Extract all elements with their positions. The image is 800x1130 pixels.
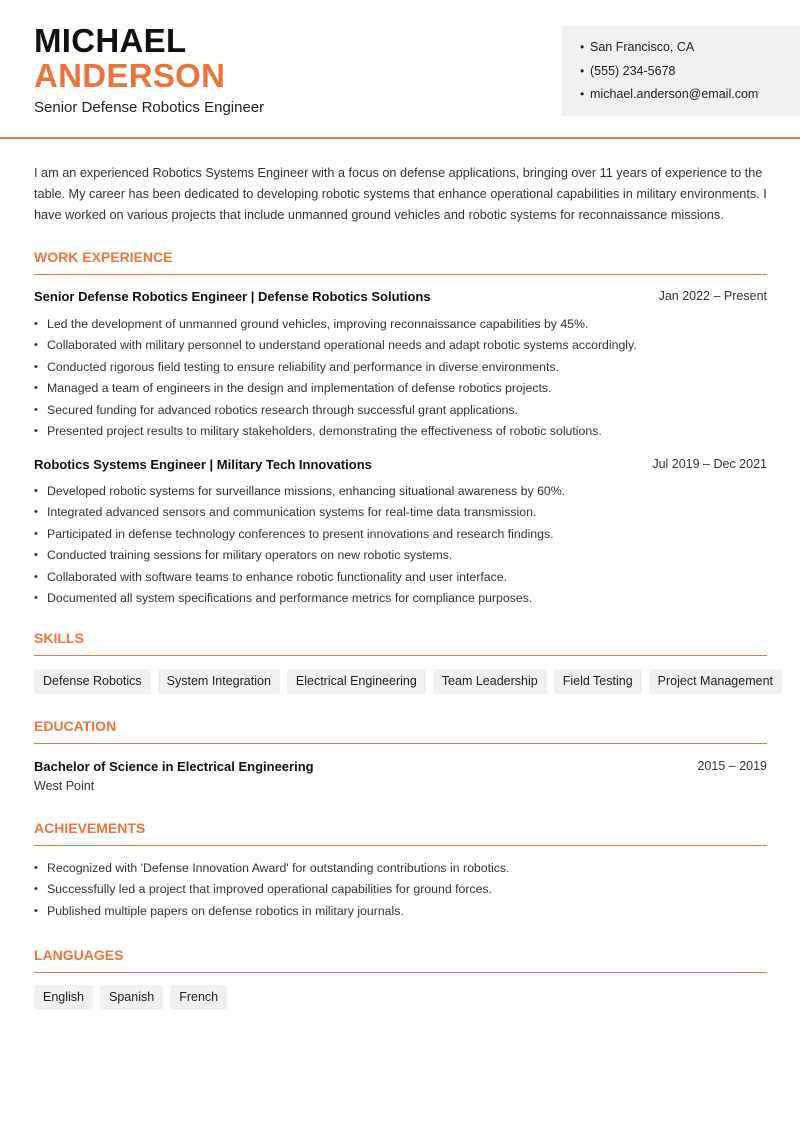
school: West Point bbox=[34, 779, 95, 793]
language-chip: Spanish bbox=[100, 985, 163, 1010]
job-title: Senior Defense Robotics Engineer | Defense Robotics Solutions bbox=[34, 289, 431, 304]
job-title-headline: Senior Defense Robotics Engineer bbox=[34, 99, 265, 116]
list-item: • Published multiple papers on defense robotics in military journals. bbox=[34, 902, 767, 923]
section-education: EDUCATION bbox=[34, 718, 767, 744]
skills-list bbox=[34, 669, 782, 694]
section-achievements: ACHIEVEMENTS bbox=[34, 820, 767, 846]
job-entry-header bbox=[34, 457, 767, 472]
language-chip: English bbox=[34, 985, 93, 1010]
list-item: • Secured funding for advanced robotics research through successful grant applications. bbox=[34, 401, 767, 422]
degree: Bachelor of Science in Electrical Engineering bbox=[34, 759, 314, 774]
list-item: • Conducted rigorous field testing to ensure reliability and performance in diverse environments. bbox=[34, 358, 767, 379]
section-skills: SKILLS bbox=[34, 630, 767, 656]
section-languages: LANGUAGES bbox=[34, 947, 767, 973]
education-entry-header bbox=[34, 759, 767, 774]
skill-chip: Field Testing bbox=[554, 669, 642, 694]
contact-location: • San Francisco, CA bbox=[580, 38, 800, 62]
education-dates: 2015 – 2019 bbox=[697, 759, 767, 773]
list-item: • Managed a team of engineers in the design and implementation of defense robotics projects. bbox=[34, 379, 767, 400]
contact-box bbox=[562, 26, 800, 116]
skill-chip: Team Leadership bbox=[433, 669, 547, 694]
job-entry-header bbox=[34, 289, 767, 304]
summary: I am an experienced Robotics Systems Engineer with a focus on defense applications, bringing over 11 years of experience to the table. My career has been dedicated to developing robotic systems that enhance operational capabilities in military environments. I have worked on various projects that include unmanned ground vehicles and robotic systems for reconnaissance missions. bbox=[34, 166, 767, 222]
job-title: Robotics Systems Engineer | Military Tech Innovations bbox=[34, 457, 372, 472]
list-item: • Recognized with 'Defense Innovation Award' for outstanding contributions in robotics. bbox=[34, 859, 767, 880]
contact-phone: • (555) 234-5678 bbox=[580, 62, 800, 86]
first-name: MICHAEL bbox=[34, 22, 187, 59]
job-bullets bbox=[34, 482, 767, 610]
section-work-experience: WORK EXPERIENCE bbox=[34, 249, 767, 275]
job-dates: Jan 2022 – Present bbox=[658, 289, 767, 303]
list-item: • Collaborated with software teams to enhance robotic functionality and user interface. bbox=[34, 568, 767, 589]
list-item: • Collaborated with military personnel to understand operational needs and adapt robotic systems accordingly. bbox=[34, 336, 767, 357]
skill-chip: Electrical Engineering bbox=[287, 669, 426, 694]
list-item: • Integrated advanced sensors and communication systems for real-time data transmission. bbox=[34, 503, 767, 524]
languages-list bbox=[34, 985, 227, 1010]
contact-email: • michael.anderson@email.com bbox=[580, 85, 800, 109]
list-item: • Developed robotic systems for surveillance missions, enhancing situational awareness by 60%. bbox=[34, 482, 767, 503]
candidate-name bbox=[34, 24, 225, 92]
last-name: ANDERSON bbox=[34, 57, 226, 94]
achievement-bullets bbox=[34, 859, 767, 923]
list-item: • Led the development of unmanned ground vehicles, improving reconnaissance capabilities by 45%. bbox=[34, 315, 767, 336]
resume-header bbox=[0, 0, 800, 139]
skill-chip: System Integration bbox=[158, 669, 280, 694]
list-item: • Conducted training sessions for military operators on new robotic systems. bbox=[34, 546, 767, 567]
list-item: • Successfully led a project that improved operational capabilities for ground forces. bbox=[34, 880, 767, 901]
job-dates: Jul 2019 – Dec 2021 bbox=[652, 457, 767, 471]
skill-chip: Defense Robotics bbox=[34, 669, 151, 694]
skill-chip: Project Management bbox=[649, 669, 782, 694]
list-item: • Participated in defense technology conferences to present innovations and research findings. bbox=[34, 525, 767, 546]
language-chip: French bbox=[170, 985, 227, 1010]
list-item: • Presented project results to military stakeholders, demonstrating the effectiveness of robotic solutions. bbox=[34, 422, 767, 443]
job-bullets bbox=[34, 315, 767, 443]
list-item: • Documented all system specifications and performance metrics for compliance purposes. bbox=[34, 589, 767, 610]
